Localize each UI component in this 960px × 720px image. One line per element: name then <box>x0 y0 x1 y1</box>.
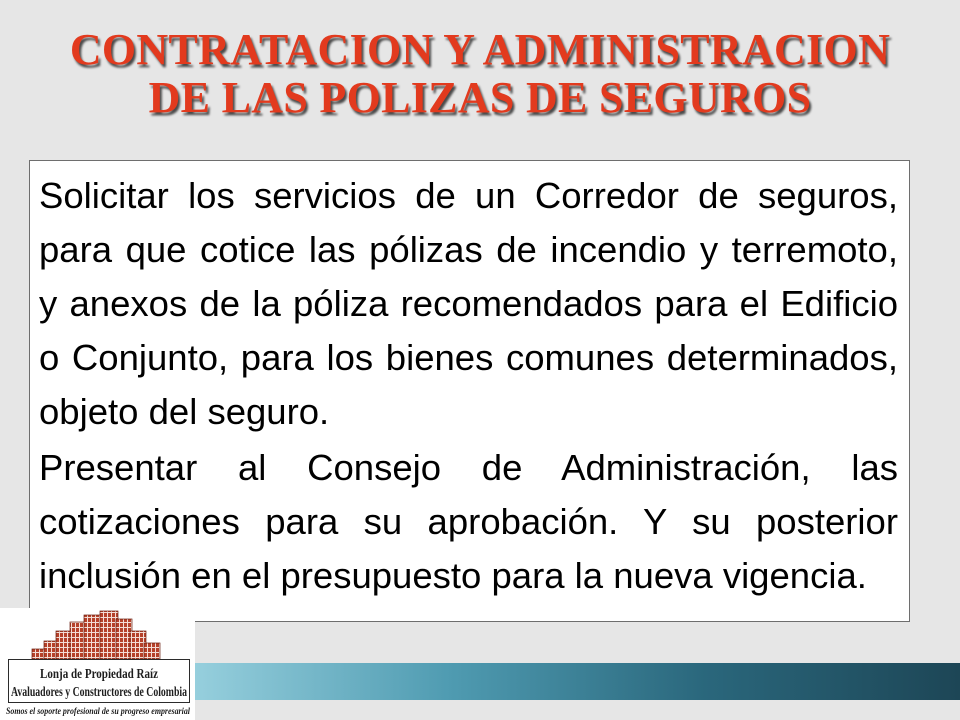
building <box>100 611 118 659</box>
text-line: inclusión en el presupuesto para la nueva vigencia. <box>39 555 867 596</box>
logo-subtitle: Avaluadores y Constructores de Colombia <box>11 685 187 700</box>
text-line: Solicitar los servicios de un Corredor de seguros, <box>39 175 898 216</box>
text-line: objeto del seguro. <box>39 391 330 432</box>
building <box>70 622 86 659</box>
building <box>116 619 132 659</box>
buildings-icon <box>32 611 160 659</box>
text-line: Presentar al Consejo de Administración, las <box>39 447 898 488</box>
building <box>84 615 102 659</box>
logo-graphic <box>0 608 195 720</box>
logo-name: Lonja de Propiedad Raíz <box>40 667 158 682</box>
paragraph-1 <box>39 169 898 439</box>
text-line: o Conjunto, para los bienes comunes determinados, <box>39 337 898 378</box>
text-line: para que cotice las pólizas de incendio y terremoto, <box>39 229 898 270</box>
title-line-1: CONTRATACION Y ADMINISTRACION <box>69 25 891 74</box>
slide-title <box>0 26 960 122</box>
text-line: y anexos de la póliza recomendados para el Edificio <box>39 283 898 324</box>
logo-tagline: Somos el soporte profesional de su progreso empresarial <box>6 707 191 717</box>
content-box <box>29 160 910 622</box>
building <box>56 631 72 659</box>
company-logo <box>0 608 195 720</box>
building <box>144 643 160 659</box>
building <box>130 631 146 659</box>
footer-bar <box>195 663 960 700</box>
title-line-2: DE LAS POLIZAS DE SEGUROS <box>148 73 812 122</box>
text-line: cotizaciones para su aprobación. Y su posterior <box>39 501 898 542</box>
paragraph-2 <box>39 441 898 603</box>
body-text <box>39 169 898 603</box>
